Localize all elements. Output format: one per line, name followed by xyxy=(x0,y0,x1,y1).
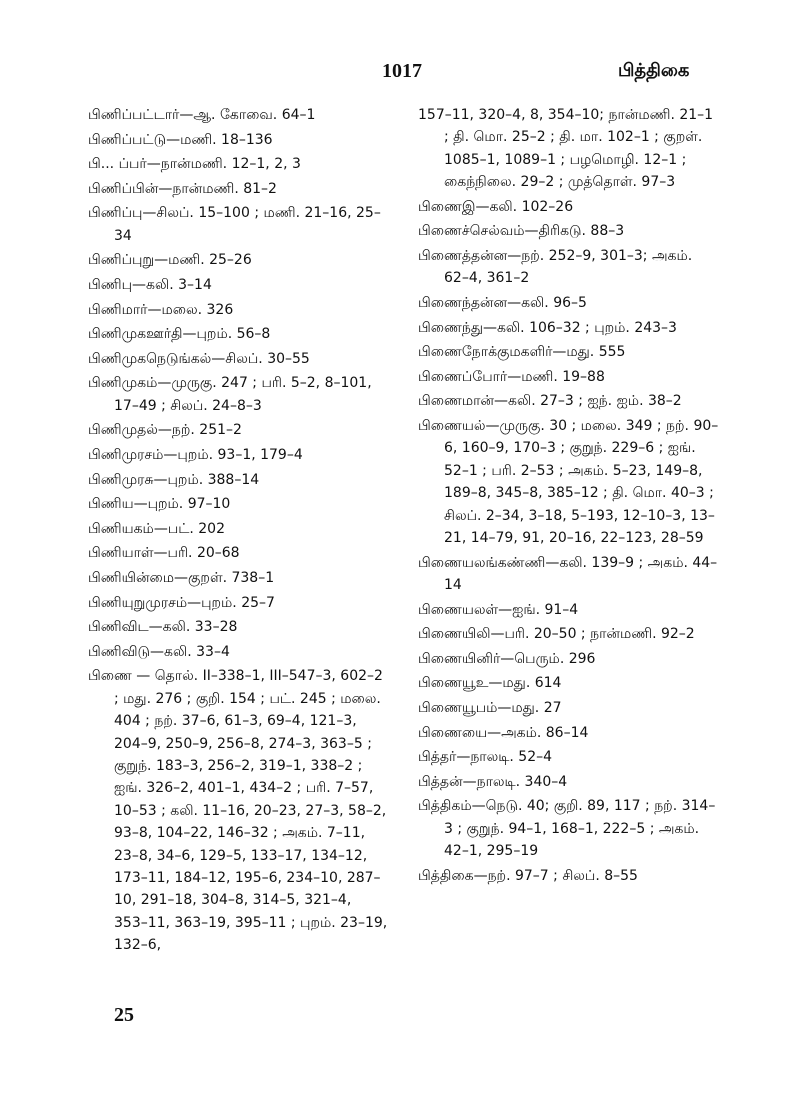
index-entry: பிணையிலி—பரி. 20–50 ; நான்மணி. 92–2 xyxy=(418,626,695,643)
index-entry: பிணைந்து—கலி. 106–32 ; புறம். 243–3 xyxy=(418,319,677,336)
index-entry: பிணியுறுமுரசம்—புறம். 25–7 xyxy=(88,594,275,611)
index-entry: பிணிமுகம்—முருகு. 247 ; பரி. 5–2, 8–101, 17–49 ; சிலப். 24–8–3 xyxy=(88,375,372,414)
index-entry: பிணையல்—முருகு. 30 ; மலை. 349 ; நற். 90–6, 160–9, 170–3 ; குறுந். 229–6 ; ஐங். 52–1 ; பரி. 2–53 ; அகம். 5–23, 149–8, 189–8, 345–8, 385–12 ; தி. மொ. 40–3 ; சிலப். 2–34, 3–18, 5–193, 12–10–3, 13–21, 14–79, 91, 20–16, 22–123, 28–59 xyxy=(418,417,719,546)
index-entry: பிணியாள்—பரி. 20–68 xyxy=(88,545,240,562)
index-entry: பிணிமுகஊர்தி—புறம். 56–8 xyxy=(88,326,271,343)
index-entry: பிணிப்பின்—நான்மணி. 81–2 xyxy=(88,180,277,197)
index-entry: பிணை — தொல். II–338–1, III–547–3, 602–2 ; மது. 276 ; குறி. 154 ; பட். 245 ; மலை. 404 ; நற். 37–6, 61–3, 69–4, 121–3, 204–9, 250–9, 256–8, 274–3, 363–5 ; குறுந். 183–3, 256–2, 319–1, 338–2 ; ஐங். 326–2, 401–1, 434–2 ; பரி. 7–57, 10–53 ; கலி. 11–16, 20–23, 27–3, 58–2, 93–8, 104–22, 146–32 ; அகம். 7–11, 23–8, 34–6, 129–5, 133–17, 134–12, 173–11, 184–12, 195–6, 234–10, 287–10, 291–18, 304–8, 314–5, 321–4, 353–11, 363–19, 395–11 ; புறம். 23–19, 132–6, xyxy=(88,668,388,954)
index-entry: பிணிப்பட்டு—மணி. 18–136 xyxy=(88,131,273,148)
index-entry: பித்திகம்—நெடு. 40; குறி. 89, 117 ; நற். 314–3 ; குறுந். 94–1, 168–1, 222–5 ; அகம். 42–1, 295–19 xyxy=(418,798,716,860)
running-head: பித்திகை xyxy=(618,60,690,81)
index-entry: பிணிமுரசம்—புறம். 93–1, 179–4 xyxy=(88,446,303,463)
index-entry: பித்தன்—நாலடி. 340–4 xyxy=(418,773,568,790)
index-entry: பிணிவிடு—கலி. 33–4 xyxy=(88,643,230,660)
index-entry: பிணையூஉ—மது. 614 xyxy=(418,675,562,692)
index-entry: பிணைத்தன்ன—நற். 252–9, 301–3; அகம். 62–4, 361–2 xyxy=(418,248,693,287)
index-entry: பிணையினிர்—பெரும். 296 xyxy=(418,650,596,667)
left-index-column xyxy=(88,104,388,959)
index-entry: பிணைச்செல்வம்—திரிகடு. 88–3 xyxy=(418,223,625,240)
index-entry: பிணைஇ—கலி. 102–26 xyxy=(418,198,574,215)
index-entry: பிணிப்பு—சிலப். 15–100 ; மணி. 21–16, 25–34 xyxy=(88,205,381,244)
index-entry: பிணிமுரசு—புறம். 388–14 xyxy=(88,471,260,488)
index-entry: பிணைப்போர்—மணி. 19–88 xyxy=(418,368,605,385)
index-entry: 157–11, 320–4, 8, 354–10; நான்மணி. 21–1 ; தி. மொ. 25–2 ; தி. மா. 102–1 ; குறள். 1085–1, 1089–1 ; பழமொழி. 12–1 ; கைந்நிலை. 29–2 ; முத்தொள். 97–3 xyxy=(418,107,714,191)
index-entry: பிணைந்தன்ன—கலி. 96–5 xyxy=(418,295,587,311)
page-number: 1017 xyxy=(382,60,422,82)
index-entry: பிணைநோக்குமகளிர்—மது. 555 xyxy=(418,344,626,361)
index-entry: பி... ப்பர்—நான்மணி. 12–1, 2, 3 xyxy=(88,156,301,173)
index-entry: பிணையலங்கண்ணி—கலி. 139–9 ; அகம். 44–14 xyxy=(418,554,718,593)
index-entry: பிணையூபம்—மது. 27 xyxy=(418,699,562,716)
index-entry: பிணிவிட—கலி. 33–28 xyxy=(88,619,238,636)
index-entry: பிணைமான்—கலி. 27–3 ; ஐந். ஐம். 38–2 xyxy=(418,393,682,410)
right-index-column xyxy=(418,104,720,889)
index-entry: பிணிப்பட்டார்—ஆ. கோவை. 64–1 xyxy=(88,107,316,123)
footer-number: 25 xyxy=(114,1004,134,1026)
index-entry: பிணிமார்—மலை. 326 xyxy=(88,301,234,318)
index-entry: பிணிமுதல்—நற். 251–2 xyxy=(88,422,242,439)
index-entry: பிணிய—புறம். 97–10 xyxy=(88,496,231,513)
index-entry: பிணியகம்—பட். 202 xyxy=(88,520,225,537)
index-entry: பித்திகை—நற். 97–7 ; சிலப். 8–55 xyxy=(418,867,638,884)
index-entry: பிணிமுகநெடுங்கல்—சிலப். 30–55 xyxy=(88,350,310,367)
index-entry: பிணியின்மை—குறள். 738–1 xyxy=(88,569,275,586)
index-entry: பிணிப்புறு—மணி. 25–26 xyxy=(88,252,252,269)
index-entry: பித்தர்—நாலடி. 52–4 xyxy=(418,749,553,766)
index-entry: பிணையை—அகம். 86–14 xyxy=(418,724,589,741)
index-entry: பிணிபு—கலி. 3–14 xyxy=(88,276,212,293)
index-entry: பிணையலள்—ஐங். 91–4 xyxy=(418,601,579,618)
